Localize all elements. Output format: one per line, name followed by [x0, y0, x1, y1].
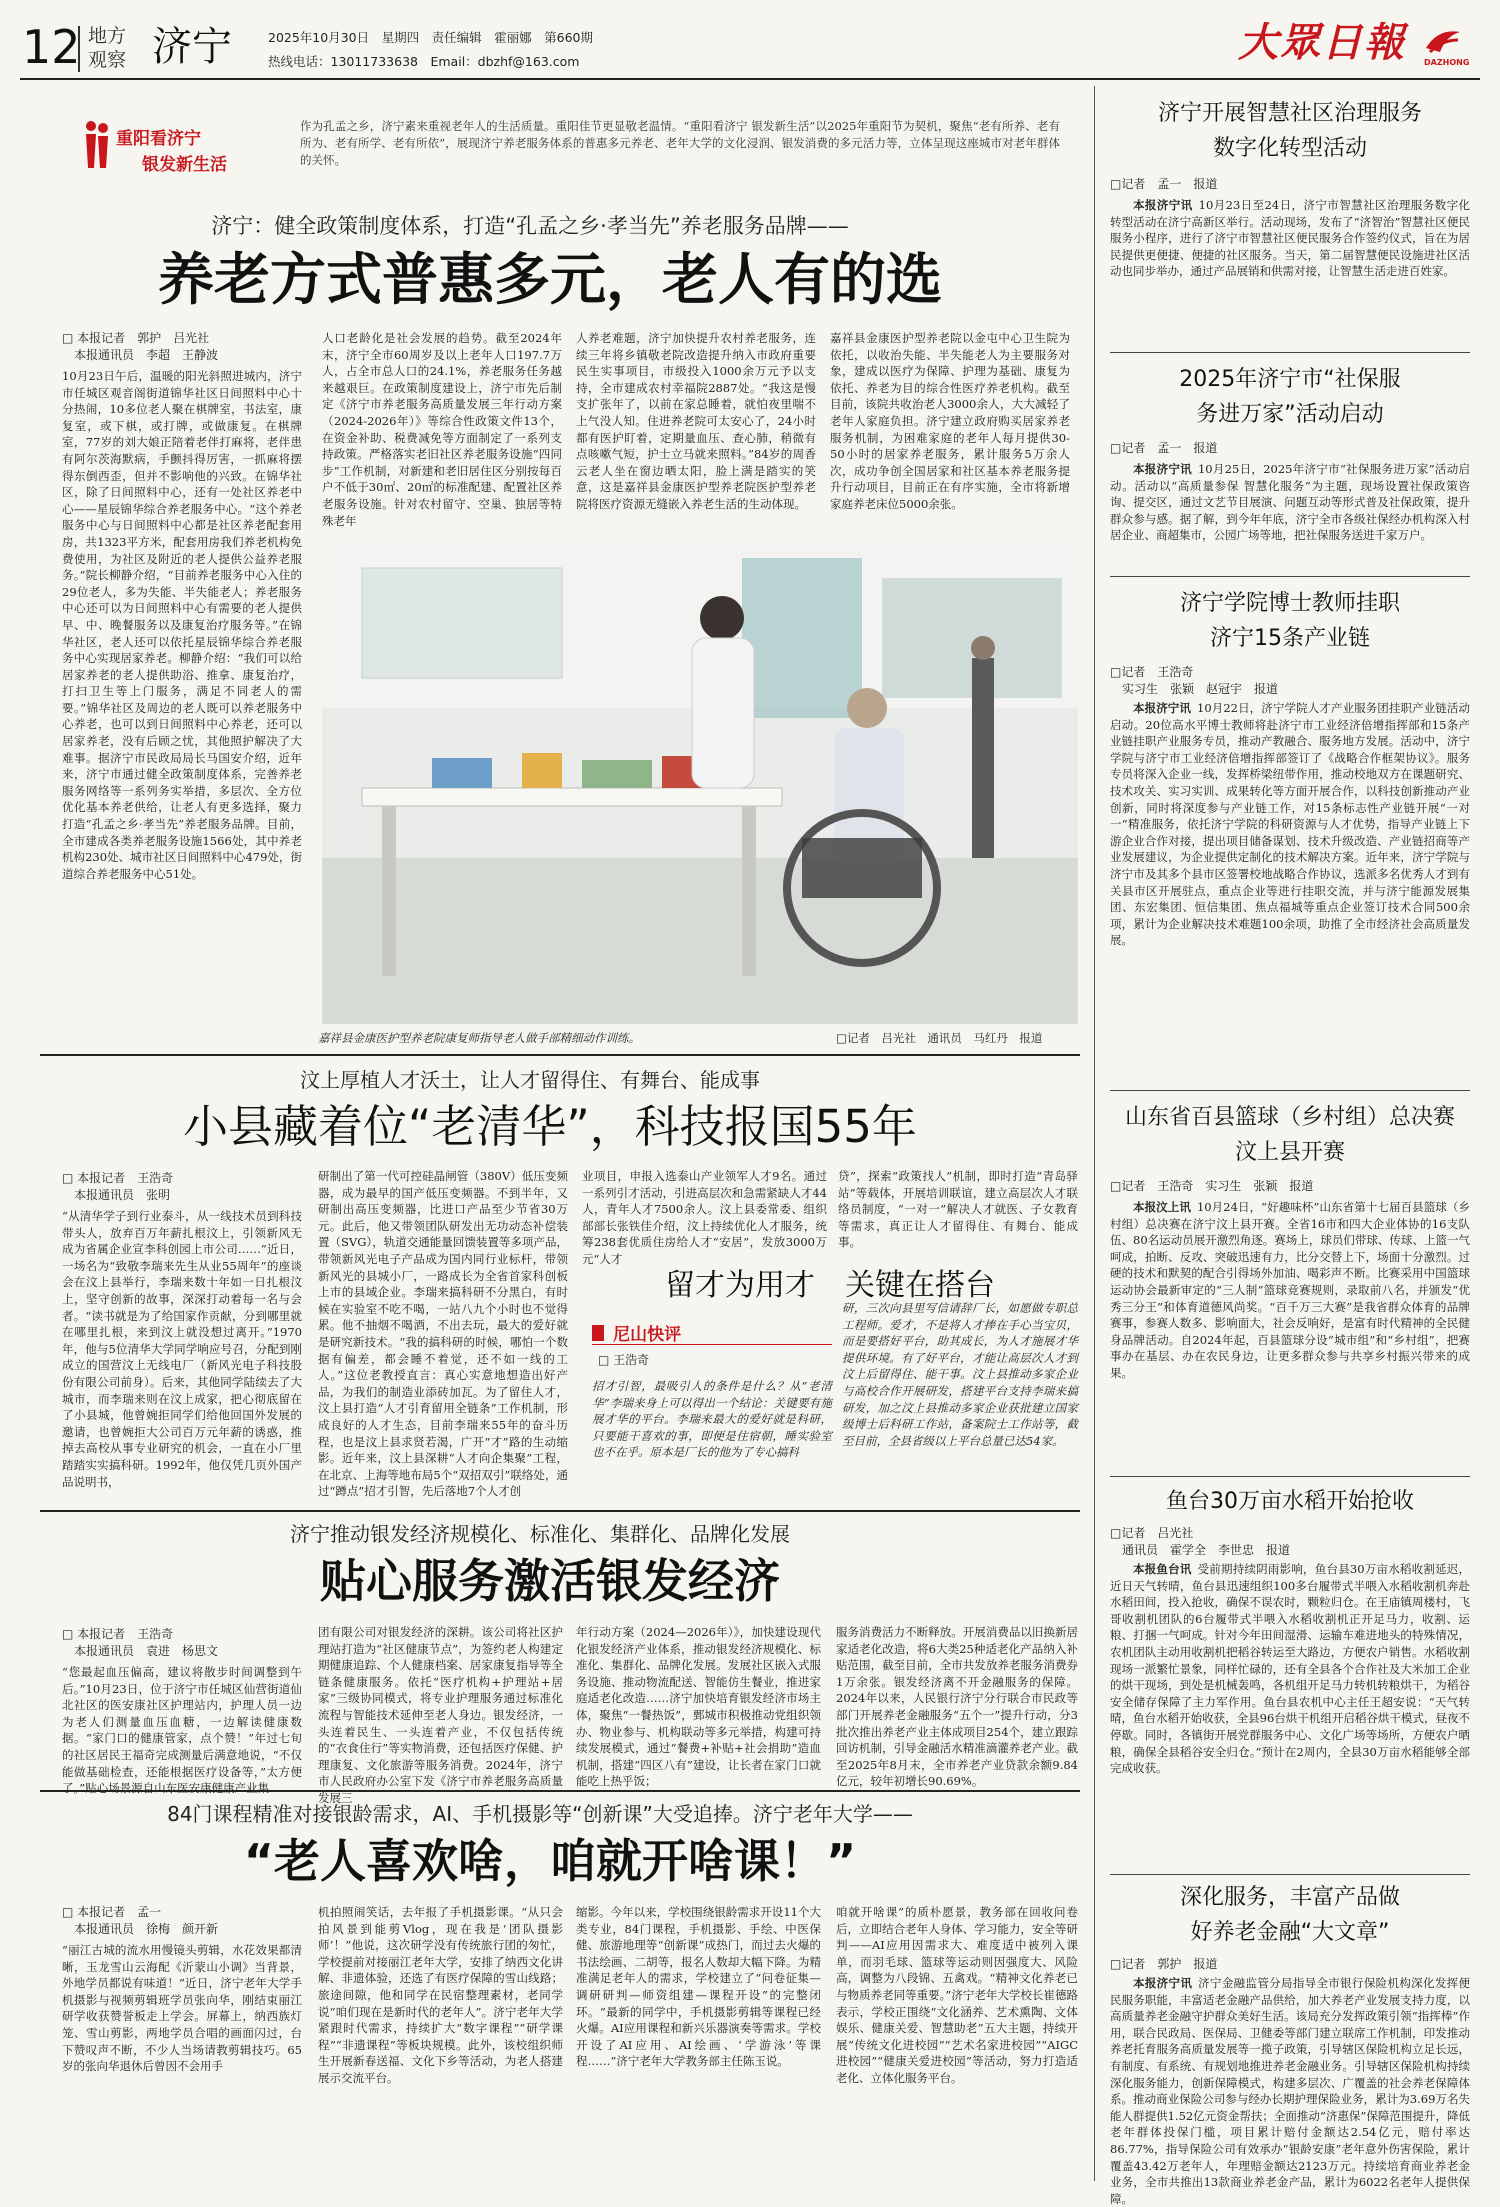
sidebar-story-1 [1110, 96, 1470, 346]
sidebar-rule-4 [1110, 1476, 1470, 1477]
sidebar-story-2-byline: □记者 孟一 报道 [1110, 441, 1218, 455]
sidebar-story-6-body [1110, 1975, 1471, 2206]
commentary-author: □ 王浩奇 [598, 1353, 650, 1367]
sidebar-rule-5 [1110, 1874, 1470, 1875]
sidebar-story-6-title: 深化服务，丰富产品做好养老金融“大文章” [1179, 1885, 1400, 1945]
sidebar-story-2-body [1110, 461, 1470, 579]
paper-logo [1238, 18, 1478, 74]
sidebar-story-1-lead: 本报济宁讯 [1133, 198, 1193, 212]
sidebar-story-5-byline [1110, 1525, 1470, 1559]
lead-byline-correspondents: 本报通讯员 李超 王静波 [62, 348, 219, 362]
article4-byline-correspondents: 本报通讯员 徐梅 颜开新 [62, 1922, 219, 1936]
lead-intro: 作为孔孟之乡，济宁素来重视老年人的生活质量。重阳佳节更显敬老温情。“重阳看济宁 银发新生活”以2025年重阳节为契机，聚焦“老有所养、老有所为、老有所学、老有所依”，展现济宁养老服务体系的普惠多元养老、老年大学的文化浸润、银发消费的多元活力等，立体呈现这座城市对老年群体的关怀。 [300, 119, 1060, 167]
section-label-line1: 地方 [88, 25, 127, 47]
commentary-column-name: 尼山快评 [613, 1325, 682, 1345]
paper-name: 大眾日報 [1238, 19, 1406, 66]
lead-byline [62, 330, 218, 364]
article3-bottom-rule [40, 1790, 1080, 1792]
commentary-title: 留才为用才 关键在搭台 [665, 1268, 995, 1303]
sidebar-story-2 [1110, 362, 1470, 572]
page-number: 12 [22, 20, 81, 74]
sidebar-story-4 [1110, 1100, 1470, 1474]
sidebar-story-2-lead: 本报济宁讯 [1133, 462, 1192, 476]
article3-headline: 贴心服务激活银发经济 [320, 1554, 780, 1608]
sidebar-divider [1094, 86, 1095, 2181]
commentary-badge-icon [592, 1325, 604, 1341]
sidebar-story-5 [1110, 1484, 1470, 1874]
section-city: 济宁 [152, 24, 232, 70]
article3-col-1: “您最起血压偏高，建议将散步时间调整到午后。”10月23日，位于济宁市任城区仙营街道仙北社区的医安康社区护理站内，护理人员一边为老人们测量血压血糖，一边解读健康数据。“家门口的健康管家，点个赞！”年过七旬的社区居民王福奇完成测量后满意地说，“不仅能做基础检查，还能根据医疗设备等，”太方便了。”贴心场景源自山东医安康健康产业集 [62, 1665, 302, 1796]
article2-bottom-rule [40, 1510, 1080, 1512]
sidebar-rule-3 [1110, 1090, 1470, 1091]
article2-byline-correspondent: 本报通讯员 张明 [62, 1188, 171, 1202]
sidebar-story-6-text: 济宁金融监管分局指导全市银行保险机构深化发挥便民服务职能，丰富适老金融产品供给，加大养老产业发展支持力度，以高质量养老金融守护群众美好生活。该局充分发挥政策引领“指挥棒”作用，联合民政局、医保局、卫健委等部门建立联席工作机制，印发推动养老托育服务高质量发展等一揽子政策，引导辖区保险机构立足长远，有制度、有系统、有规划地推进养老金融业务。引导辖区保险机构持续深化服务能力，创新保障模式，构建多层次、广覆盖的社会养老保障体系。推动商业保险公司参与经办长期护理保险业务，累计为3.69万名失能人群提供1.52亿元资金帮扶；全面推动“济惠保”保障范围提升，降低老年群体投保门槛，项目累计赔付金额达2.54亿元，赔付率达86.77%，指导保险公司有效承办“银龄安康”老年意外伤害保险，累计覆盖43.42万老年人，年理赔金额达2123万元。持续培育商业养老金业务，全市共推出13款商业养老金产品，累计为6022名老年人提供保障。 [1110, 1976, 1471, 2206]
column-banner [76, 118, 256, 178]
lead-col-2: 人口老龄化是社会发展的趋势。截至2024年末，济宁全市60周岁及以上老年人口197.7万人，占全市总人口的24.1%，养老服务任务越来越艰巨。在政策制度建设上，济宁市先后制定《济宁市养老服务高质量发展三年行动方案（2024-2026年）》等综合性政策文件13个，在资金补助、税费减免等方面制定了一系列支持政策。严格落实老旧社区养老服务设施“四同步”工作机制，对新建和老旧居住区分别按每百户不低于30㎡、20㎡的标准配建、配置社区养老服务设施。针对农村留守、空巢、独居等特殊老年 [322, 331, 562, 528]
article4-headline: “老人喜欢啥，咱就开啥课！” [243, 1834, 857, 1888]
article2-byline [62, 1170, 173, 1204]
sidebar-rule-2 [1110, 576, 1470, 577]
sidebar-rule-1 [1110, 352, 1470, 353]
article3-byline-reporter: □ 本报记者 王浩奇 [62, 1627, 174, 1641]
sidebar-story-6-lead: 本报济宁讯 [1133, 1976, 1193, 1990]
section-label [88, 24, 126, 72]
photo-caption: 嘉祥县金康医护型养老院康复师指导老人做手部精细动作训练。 [318, 1031, 640, 1045]
article2-col-4: 贷”，探索“政策找人”机制，即时打造“青岛驿站”等载体，开展培训联谊，建立高层次人才联络员制度，“一对一”解决人才就医、子女教育等需求，真正让人才留得住、有舞台、能成事。 [838, 1169, 1078, 1250]
rehab-training-photo-illustration [322, 538, 1078, 1024]
lead-headline: 养老方式普惠多元，老人有的选 [158, 248, 942, 313]
paper-emblem-icon [1424, 26, 1462, 56]
article4-col-1: “丽江古城的流水用慢镜头剪辑，水花效果都清晰，玉龙雪山云海配《沂蒙山小调》当背景，外地学员都说有味道！”近日，济宁老年大学手机摄影与视频剪辑班学员张向华，刚结束丽江研学收获赞誉板走上学会。屏幕上，纳西族灯笼、雪山剪影，两地学员合唱的画面闪过，台下赞叹声不断，不少人当场请教剪辑技巧。65岁的张向华退休后曾因不会用手 [62, 1943, 302, 2074]
sidebar-story-5-lead: 本报鱼台讯 [1133, 1562, 1192, 1576]
article3-kicker: 济宁推动银发经济规模化、标准化、集群化、品牌化发展 [290, 1522, 790, 1546]
lead-col-1: 10月23日午后，温暖的阳光斜照进城内，济宁市任城区观音阁街道锦华社区日间照料中心十分热闹，10多位老人聚在棋牌室，书法室，康复室，或下棋，或打牌，或做康复。在棋牌室，77岁的刘大娘正陪着老伴打麻将，老伴患有阿尔茨海默病，手颤抖得厉害，一抓麻将摆得东倒西歪，但并不影响他的兴致。在锦华社区，除了日间照料中心，还有一处社区养老中心——星辰锦华综合养老服务中心。“这个养老服务中心与日间照料中心都是社区养老配套用房，共1323平方米，配套用房我们养老机构免费使用，为社区及附近的老人提供公益养老服务。”院长柳静介绍，“目前养老服务中心入住的29位老人，多为失能、半失能老人；养老服务中心还可以为日间照料中心有需要的老人提供早、中、晚餐服务以及康复治疗服务等。”在锦华社区，老人还可以依托星辰锦华综合养老服务中心实现居家养老。柳静介绍：“我们可以给居家养老的老人提供助浴、推拿、康复治疗，打扫卫生等上门服务，满足不同老人的需要。”锦华社区及周边的老人既可以养老服务中心养老，也可以到日间照料中心养老，还可以居家养老，没有后顾之忧，其他照护解决了大难事。据济宁市民政局局长马国安介绍，近年来，济宁市通过健全政策制度体系，完善养老服务网络等一系列务实举措，多层次、全方位优化基本养老供给，让老人有更多选择，聚力打造“孔孟之乡·孝当先”养老服务品牌。目前，全市建成各类养老服务设施1566处，其中养老机构230处、城市社区日间照料中心479处，街道综合养老服务中心51处。 [62, 369, 302, 881]
sidebar-story-3-byline-2: 实习生 张颖 赵冠宇 报道 [1110, 682, 1279, 696]
article2-kicker: 汶上厚植人才沃土，让人才留得住、有舞台、能成事 [300, 1068, 760, 1092]
masthead-rule [20, 78, 1480, 80]
sidebar-story-3-byline [1110, 664, 1470, 698]
article4-byline-reporter: □ 本报记者 孟一 [62, 1905, 162, 1919]
commentary-badge-rule [592, 1344, 832, 1345]
article2-col-2: 研制出了第一代可控硅晶闸管（380V）低压变频器，成为最早的国产低压变频器。不到半年，又研制出高压变频器，比进口产品至少节省30万元。此后，他又带领团队研发出无功动态补偿装置（SVG），轨道交通能量回馈装置等多项产品，带领新风光电子产品成为国内同行业标杆，带领新风光的县城小厂，一路成长为全省首家科创板上市的县域企业。李瑞来搞科研不分黑白，有时候在实验室不吃不喝，一站八九个小时也不觉得累。他不抽烟不喝酒，不出去玩，最大的爱好就是研究新技术。“我的搞科研的时候，哪怕一个数据有偏差，都会睡不着觉，还不如一线的工人。”这位老教授直言：真心实意地想造出好产品，为我们的制造业添砖加瓦。为了留住人才，汶上县打造“人才引育留用全链条”工作机制，形成良好的人才生态，目前李瑞来55年的奋斗历程，也是汶上县求贤若渴，广开“才”路的生动缩影。近年来，汶上县深耕“人才向企集聚”工程，在北京、上海等地布局5个“双招双引”联络处，通过“蹲点”招才引智，先后落地7个人才创 [318, 1169, 568, 1499]
lead-photo [322, 538, 1078, 1024]
article2-col-3: 业项目，申报入选泰山产业领军人才9名。通过一系列引才活动，引进高层次和急需紧缺人才44人，青年人才7500余人。汶上县委常委、组织部部长张铁佳介绍，汶上持续优化人才服务，统筹238套优质住房给人才“安居”，发放3000万元“人才 [582, 1169, 827, 1266]
sidebar-story-6-byline: □记者 郭护 报道 [1110, 1957, 1218, 1971]
date-line: 2025年10月30日 星期四 责任编辑 霍丽娜 第660期 [268, 30, 593, 45]
lead-col-3: 人养老难题，济宁加快提升农村养老服务，连续三年将乡镇敬老院改造提升纳入市政府重要民生实事项目，市级投入1000余万元予以支持，全市建成农村幸福院2887处。“我这是慢支扩张年了，以前在家总睡着，就怕夜里喘不上气没人知。住进养老院可太安心了，24小时都有医护盯着，定期量血压、查心肺，稍微有点咳嗽气短，护士立马就来照料。”84岁的周香云老人坐在窗边晒太阳，脸上满是踏实的笑意，这是嘉祥县金康医护型养老院医护型养老院将医疗资源无缝嵌入养老生活的生动体现。 [576, 331, 816, 511]
contact-line: 热线电话：13011733638 Email：dbzhf@163.com [268, 54, 580, 69]
sidebar-story-6 [1110, 1880, 1471, 2206]
sidebar-story-4-byline: □记者 王浩奇 实习生 张颖 报道 [1110, 1179, 1314, 1193]
lead-col-4: 嘉祥县金康医护型养老院以金屯中心卫生院为依托，以收治失能、半失能老人为主要服务对象，建成以医疗为保障、护理为基础、康复为依托、养老为目的综合性医疗养老机构。截至目前，该院共收治老人3000余人，大大减轻了老年人家庭负担。济宁建立政府购买居家养老服务机制，为困难家庭的老年人每月提供30-50小时的居家养老服务，累计服务5万余人次，成功争创全国居家和社区基本养老服务提升行动项目，目前正在有序实施，全市将新增家庭养老床位5000余张。 [830, 331, 1070, 511]
sidebar-story-3-text: 10月22日，济宁学院人才产业服务团挂职产业链活动启动。20位高水平博士教师将赴济宁市工业经济倍增指挥部和15条产业链挂职产业服务专员，推动产教融合、服务地方发展。活动中，济宁学院与济宁市工业经济倍增指挥部签订了《战略合作框架协议》。服务专员将深入企业一线，发挥桥梁纽带作用，推动校地双方在课题研究、技术攻关、实习实训、成果转化等方面开展合作，以科技创新推动产业创新，同时将深度参与产业链工作，对15条标志性产业链开展“一对一”精准服务，依托济宁学院的科研资源与人才优势，指导产业链上下游企业合作对接，提出项目储备谋划、技术升级改造、产业链招商等产业发展建议，为企业提供定制化的技术解决方案。近年来，济宁学院与济宁市及其多个县市区签署校地战略合作协议，选派多名优秀人才到有关县市区开展驻点，重点企业等进行挂职交流，并与济宁能源发展集团、东宏集团、恒信集团、焦点福城等重点企业签订技术合同500余项，累计为企业解决技术难题100余项，助推了全市经济社会高质量发展。 [1110, 701, 1471, 948]
sidebar-story-4-body [1110, 1199, 1470, 1469]
column-title-line2: 银发新生活 [142, 155, 227, 175]
article2-headline: 小县藏着位“老清华”，科技报国55年 [183, 1100, 917, 1153]
sidebar-story-5-text: 受前期持续阴雨影响，鱼台县30万亩水稻收割延迟，近日天气转晴，鱼台县迅速组织100多台履带式半喂入水稻收割机奔赴水稻田间，投入抢收，确保不误农时，颗粒归仓。在王庙镇周楼村，飞哥收割机团队的6台履带式半喂入水稻收割机正开足马力，收割、运粮、打捆一气呵成。针对今年田间湿滑、运输车难进地头的特殊情况，农机团队主动用收割机把稻谷转运至大路边，方便农户销售。水稻收割现场一派繁忙景象，同样忙碌的，还有全县各个合作社及大米加工企业的烘干现场，到处是机械轰鸣，各机组开足马力转机转粮烘干，为稻谷安全储存保障了主力军作用。鱼台县农机中心主任王超安说：“天气转晴，鱼台水稻开始收获，全县96台烘干机组开启稻谷烘干模式，昼夜不停歇。同时，各镇街开展党群服务中心、文化广场等场所，方便农户晒粮，确保全县稻谷安全归仓。”预计在2周内，全县30万亩水稻能够全部完成收获。 [1110, 1562, 1470, 1776]
article4-byline [62, 1904, 218, 1938]
lead-byline-reporters: □ 本报记者 郭护 吕光社 [62, 331, 210, 345]
article3-byline-correspondents: 本报通讯员 袁进 杨思文 [62, 1644, 219, 1658]
sidebar-story-2-text: 10月25日，2025年济宁市“社保服务进万家”活动启动。活动以“高质量参保 智慧化服务”为主题，现场设置社保政策咨询、提交区，通过文艺节目展演、问题互动等形式普及社保政策，提升群众参与感。据了解，到今年年底，济宁全市各级社保经办机构深入村居企业、商超集市，公园广场等地，把社保服务送进千家万户。 [1110, 462, 1470, 543]
sidebar-story-4-lead: 本报汶上讯 [1133, 1200, 1191, 1214]
sidebar-story-1-byline: □记者 孟一 报道 [1110, 177, 1218, 191]
sidebar-story-3-byline-1: □记者 王浩奇 [1110, 665, 1194, 679]
sidebar-story-3 [1110, 586, 1470, 1086]
article4-col-2: 机拍照闹笑话，去年报了手机摄影课。“从只会拍风景到能剪Vlog，现在我是‘团队摄影师’！”他说，这次研学没有传统旅行团的匆忙，学校提前对接丽江老年大学，安排了纳西文化讲解、非遗体验，还选了有医疗保障的雪山线路；旅途间隙，他和同学在民宿整理素材，老同学说“咱们现在是新时代的老年人”。济宁老年大学紧跟时代需求，持续扩大“数字课程”“研学课程”“非遗课程”等板块规模。此外，该校组织师生开展新春送福、文化下乡等活动，为老人搭建展示交流平台。 [318, 1905, 563, 2085]
sidebar-story-1-body [1110, 197, 1470, 345]
article4-col-3: 缩影。今年以来，学校围绕银龄需求开设11个大类专业，84门课程，手机摄影、手绘、中医保健、旅游地理等“创新课”成热门，而过去火爆的书法绘画、二胡等，报名人数却大幅下降。为精准满足老年人的需求，学校建立了“问卷征集—调研研判—师资组建—课程开设”的完整闭环。“最新的同学中，手机摄影剪辑等课程已经火爆。AI应用课程和新兴乐器演奏等需求。学校开设了AI应用、AI绘画、‘学游泳’等课程……”济宁老年大学教务部主任陈玉说。 [576, 1905, 821, 2069]
sidebar-story-5-byline-2: 通讯员 霍学全 李世忠 报道 [1110, 1543, 1291, 1557]
commentary-column-badge [592, 1320, 682, 1345]
masthead-divider [78, 26, 80, 72]
article4-col-4: 咱就开啥课”的质朴愿景，教务部在回收问卷后，立即结合老年人身体、学习能力，安全等研判——AI应用因需求大、难度适中被列入课单，而羽毛球、篮球等运动则因强度大、风险高，调整为八段锦、五禽戏。“精神文化养老已与物质养老同等重要。”济宁老年大学校长崔德路表示，学校正围绕“文化涵养、艺术熏陶、文体娱乐、健康关爱、智慧助老”五大主题，持续开展“传统文化进校园”“艺术名家进校园”“AIGC进校园”“健康关爱进校园”等活动，努力打造适老化、立体化服务平台。 [836, 1905, 1078, 2085]
elderly-couple-icon [84, 120, 110, 174]
lead-bottom-rule [40, 1054, 1080, 1056]
article3-col-3: 年行动方案（2024—2026年）》，加快建设现代化银发经济产业体系，推动银发经济规模化、标准化、集群化、品牌化发展。发展社区嵌入式服务设施、推动物流配送、智能仿生餐业，推进家庭适老化改造……济宁加快培育银发经济市场主体，聚焦“一餐热饭”，鄄城市积极推动党组织领办、物业参与、机构联动等多元举措，构建可持续发展模式，通过“餐费+补贴+社会捐助”造血机制，搭建“四区八有”建设，让长者在家门口就能吃上热乎饭； [576, 1625, 821, 1789]
sidebar-story-5-byline-1: □记者 吕光社 [1110, 1526, 1194, 1540]
sidebar-story-2-title: 2025年济宁市“社保服务进万家”活动启动 [1179, 367, 1401, 427]
lead-kicker: 济宁：健全政策制度体系，打造“孔孟之乡·孝当先”养老服务品牌—— [211, 214, 849, 238]
sidebar-story-3-lead: 本报济宁讯 [1133, 701, 1192, 715]
sidebar-story-5-title: 鱼台30万亩水稻开始抢收 [1166, 1489, 1414, 1514]
sidebar-story-5-body [1110, 1561, 1470, 1861]
article2-byline-reporter: □ 本报记者 王浩奇 [62, 1171, 174, 1185]
photo-credit: □记者 吕光社 通讯员 马红丹 报道 [836, 1031, 1043, 1045]
commentary-body-left: 招才引智，最吸引人的条件是什么？从“老清华”李瑞来身上可以得出一个结论：关键要有施展才华的平台。李瑞来最大的爱好就是科研，只要能干喜欢的事，即便是住宿朝，睡实验室也不在乎。原本是厂长的他为了专心搞科 [592, 1379, 832, 1460]
sidebar-story-3-body [1110, 700, 1470, 1078]
sidebar-story-1-title: 济宁开展智慧社区治理服务数字化转型活动 [1157, 101, 1422, 161]
article4-kicker: 84门课程精准对接银龄需求，AI、手机摄影等“创新课”大受追捧。济宁老年大学—— [167, 1802, 913, 1826]
commentary-body-right: 研，三次向县里写信请辞厂长，如愿做专职总工程师。爱才，不是将人才捧在手心当宝贝，而是要搭好平台，助其成长，为人才施展才华提供环境。有了好平台，才能让高层次人才到汶上后留得住、能干事。汶上县推动多家企业与高校合作开展研发，搭建平台支持李瑞来搞研发，加之汶上县推动多家企业获批建立国家级博士后科研工作站，备案院士工作站等，截至目前，全县省级以上平台总量已达54家。 [842, 1301, 1078, 1448]
sidebar-story-4-title: 山东省百县篮球（乡村组）总决赛汶上县开赛 [1124, 1105, 1455, 1165]
section-label-line2: 观察 [88, 49, 127, 71]
sidebar-story-1-text: 10月23日至24日，济宁市智慧社区治理服务数字化转型活动在济宁高新区举行。活动现场，发布了“济智治”智慧社区便民服务小程序，进行了济宁市智慧社区便民服务合作签约仪式，旨在为居民提供更便捷、便捷的社区服务。当天，第二届智慧便民设施进社区活动也同步举办，通过产品展销和供需对接，让智慧生活走进百姓家。 [1110, 198, 1470, 279]
article3-byline [62, 1626, 218, 1660]
paper-latin: DAZHONG [1424, 58, 1470, 67]
article2-col-1: “从清华学子到行业泰斗，从一线技术员到科技带头人，放弃百万年薪扎根汶上，引领新风无成为省属企业宣李科创园上市公司……”近日，一场名为“致敬李瑞来先生从业55周年”的座谈会在汶上县举行，李瑞来数十年如一日扎根汶上，坚守创新的故事，深深打动着每一名与会者。“读书就是为了给国家作贡献，分到哪里就在哪里扎根，来到汶上就没想过离开。”1970年，他与5位清华大学同学响应号召，分配到刚成立的国营汶上无线电厂（新风光电子科技股份有限公司前身）。后来，其他同学陆续去了大城市，而李瑞来则在汶上成家，把心彻底留在了小县城，他曾婉拒同学们给他回国外发展的邀请，也曾婉拒大公司百万元年薪的诱惑，推掉去高校从事专业研究的机会，一直在小厂里踏踏实实搞科研。1992年，他仅凭几页外国产品说明书， [62, 1209, 302, 1489]
article3-col-2: 团有限公司对银发经济的深耕。该公司将社区护理站打造为“社区健康节点”，为签约老人构建定期健康追踪、个人健康档案、居家康复指导等全链条健康服务。依托“医疗机构+护理站+居家”三级协同模式，将专业护理服务通过标准化流程与智能技术延伸至老人身边。银发经济，一头连着民生、一头连着产业，不仅包括传统的“衣食住行”等实物消费，还包括医疗保健、护理康复、文化旅游等服务消费。2024年，济宁市人民政府办公室下发《济宁市养老服务高质量发展三 [318, 1625, 563, 1805]
sidebar-story-4-text: 10月24日，“好趣味杯”山东省第十七届百县篮球（乡村组）总决赛在济宁汶上县开赛。全省16市和四大企业体协的16支队伍、80名运动员展开激烈角逐。赛场上，球员们带球、传球、上篮一气呵成，拍断、反攻、突破迅速有力，比分交替上下，场面十分激烈。过硬的技术和默契的配合引得场外加油、喝彩声不断。比赛采用中国篮球运动协会最新审定的“三人制”篮球竞赛规则，录取前八名，并颁发“优秀三分王”和体育道德风尚奖。“百千万三大赛”是我省群众体育的品牌赛事，参赛人数多、影响面大，社会反响好，是富有时代精神的全民健身品牌活动。自2024年起，百县篮球分设“城市组”和“乡村组”，把赛事办在基层、办在农民身边，让更多群众参与共享乡村振兴带来的成果。 [1110, 1200, 1471, 1380]
article3-col-4: 服务消费活力不断释放。开展消费品以旧换新居家适老化改造，将6大类25种适老化产品纳入补贴范围，截至目前，全市共发放养老服务消费券1万余张。银发经济离不开金融服务的保障。2024年以来，人民银行济宁分行联合市民政等部门开展养老金融服务“五个一”提升行动，分3批次推出养老产业主体成项目254个，建立跟踪回访机制，引导金融活水精准滴灌养老产业。截至2025年8月末，全市养老产业贷款余额9.84亿元，较年初增长90.69%。 [836, 1625, 1078, 1789]
sidebar-story-3-title: 济宁学院博士教师挂职济宁15条产业链 [1179, 591, 1400, 651]
column-title-line1: 重阳看济宁 [116, 129, 201, 149]
